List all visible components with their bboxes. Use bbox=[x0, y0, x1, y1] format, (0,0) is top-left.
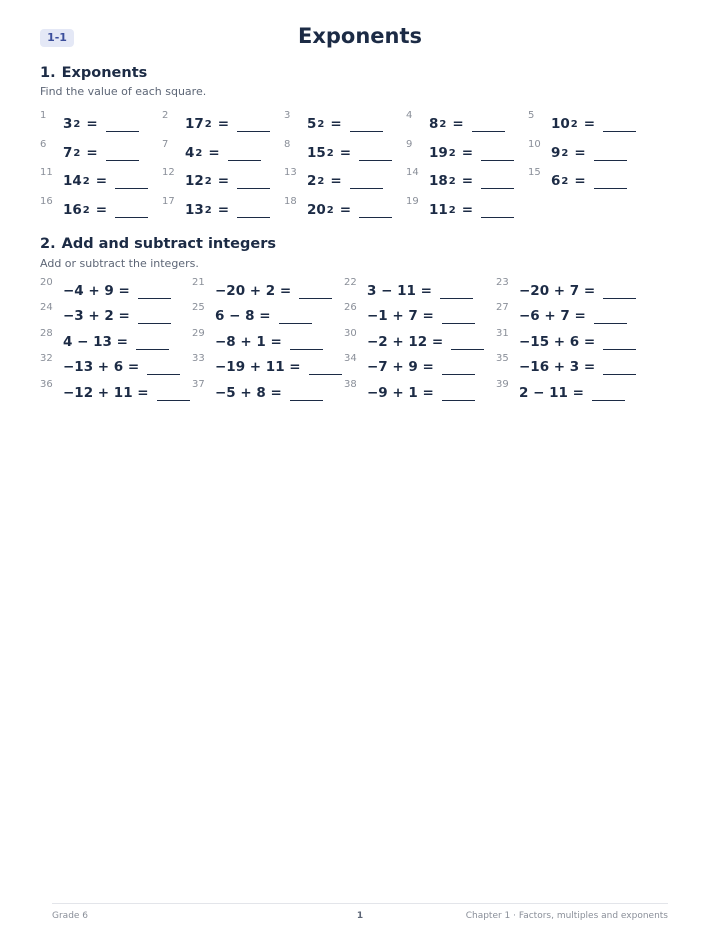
problem-expression bbox=[63, 202, 148, 218]
problem-expression bbox=[429, 202, 514, 218]
answer-blank[interactable] bbox=[442, 311, 475, 324]
problem-expression bbox=[307, 145, 392, 161]
problem-number: 14 bbox=[406, 167, 419, 178]
exponent-power: 2 bbox=[439, 119, 447, 130]
answer-blank[interactable] bbox=[115, 205, 148, 218]
answer-blank[interactable] bbox=[309, 362, 342, 375]
problem-expression bbox=[63, 145, 139, 161]
answer-blank[interactable] bbox=[147, 362, 180, 375]
integer-expression: −7 + 9 = bbox=[367, 359, 434, 375]
answer-blank[interactable] bbox=[472, 119, 505, 132]
problem-number: 21 bbox=[192, 277, 205, 288]
problem-number: 26 bbox=[344, 302, 357, 313]
equals-sign: = bbox=[583, 116, 596, 132]
integer-expression: −9 + 1 = bbox=[367, 385, 434, 401]
answer-blank[interactable] bbox=[481, 148, 514, 161]
exponent-power: 2 bbox=[448, 176, 456, 187]
problem-expression bbox=[367, 283, 473, 299]
equals-sign: = bbox=[461, 202, 474, 218]
answer-blank[interactable] bbox=[237, 119, 270, 132]
answer-blank[interactable] bbox=[594, 148, 627, 161]
problem-number: 19 bbox=[406, 196, 419, 207]
problem-expression bbox=[429, 145, 514, 161]
exponent-base: 8 bbox=[429, 116, 439, 132]
exponent-base: 13 bbox=[185, 202, 204, 218]
footer-divider bbox=[52, 903, 668, 904]
section-1-instruction: Find the value of each square. bbox=[40, 85, 207, 98]
problem-expression bbox=[519, 359, 636, 375]
answer-blank[interactable] bbox=[594, 176, 627, 189]
problem-number: 10 bbox=[528, 139, 541, 150]
integer-expression: −4 + 9 = bbox=[63, 283, 130, 299]
answer-blank[interactable] bbox=[350, 119, 383, 132]
problem-number: 23 bbox=[496, 277, 509, 288]
exponent-base: 15 bbox=[307, 145, 326, 161]
problem-number: 34 bbox=[344, 353, 357, 364]
problem-expression bbox=[215, 359, 342, 375]
equals-sign: = bbox=[461, 173, 474, 189]
problem-expression bbox=[185, 116, 270, 132]
problem-expression bbox=[551, 116, 636, 132]
problem-expression bbox=[367, 385, 475, 401]
problem-number: 35 bbox=[496, 353, 509, 364]
equals-sign: = bbox=[339, 145, 352, 161]
problem-expression bbox=[367, 308, 475, 324]
problem-number: 16 bbox=[40, 196, 53, 207]
problem-expression bbox=[63, 283, 171, 299]
problem-number: 5 bbox=[528, 110, 535, 121]
exponent-base: 5 bbox=[307, 116, 317, 132]
problem-expression bbox=[63, 308, 171, 324]
problem-expression bbox=[519, 334, 636, 350]
problem-expression bbox=[519, 308, 627, 324]
answer-blank[interactable] bbox=[157, 388, 190, 401]
equals-sign: = bbox=[330, 173, 342, 189]
problem-number: 32 bbox=[40, 353, 53, 364]
answer-blank[interactable] bbox=[228, 148, 261, 161]
exponent-power: 2 bbox=[326, 205, 334, 216]
section-1-title bbox=[40, 65, 147, 81]
answer-blank[interactable] bbox=[481, 176, 514, 189]
problem-expression bbox=[519, 385, 625, 401]
equals-sign: = bbox=[95, 173, 108, 189]
problem-number: 6 bbox=[40, 139, 47, 150]
equals-sign: = bbox=[452, 116, 464, 132]
answer-blank[interactable] bbox=[442, 362, 475, 375]
equals-sign: = bbox=[461, 145, 474, 161]
section-2-heading: Add and subtract integers bbox=[61, 236, 277, 252]
equals-sign: = bbox=[86, 145, 98, 161]
problem-expression bbox=[185, 145, 261, 161]
problem-number: 8 bbox=[284, 139, 291, 150]
integer-expression: 3 − 11 = bbox=[367, 283, 432, 299]
integer-expression: −5 + 8 = bbox=[215, 385, 282, 401]
problem-expression bbox=[307, 116, 383, 132]
equals-sign: = bbox=[217, 173, 230, 189]
equals-sign: = bbox=[330, 116, 342, 132]
integer-expression: −6 + 7 = bbox=[519, 308, 586, 324]
answer-blank[interactable] bbox=[440, 286, 473, 299]
exponent-base: 14 bbox=[63, 173, 82, 189]
problem-expression bbox=[215, 385, 323, 401]
problem-expression bbox=[63, 116, 139, 132]
equals-sign: = bbox=[208, 145, 220, 161]
answer-blank[interactable] bbox=[481, 205, 514, 218]
problem-expression bbox=[63, 359, 180, 375]
exponent-power: 2 bbox=[317, 176, 325, 187]
answer-blank[interactable] bbox=[603, 286, 636, 299]
problem-number: 4 bbox=[406, 110, 413, 121]
problem-number: 25 bbox=[192, 302, 205, 313]
exponent-power: 2 bbox=[570, 119, 578, 130]
problem-number: 39 bbox=[496, 379, 509, 390]
answer-blank[interactable] bbox=[359, 205, 392, 218]
integer-expression: −1 + 7 = bbox=[367, 308, 434, 324]
answer-blank[interactable] bbox=[115, 176, 148, 189]
answer-blank[interactable] bbox=[279, 311, 312, 324]
problem-number: 1 bbox=[40, 110, 47, 121]
problem-number: 3 bbox=[284, 110, 291, 121]
answer-blank[interactable] bbox=[237, 205, 270, 218]
exponent-base: 7 bbox=[63, 145, 73, 161]
problem-number: 27 bbox=[496, 302, 509, 313]
answer-blank[interactable] bbox=[592, 388, 625, 401]
exponent-power: 2 bbox=[204, 205, 212, 216]
integer-expression: 6 − 8 = bbox=[215, 308, 271, 324]
problem-number: 20 bbox=[40, 277, 53, 288]
problem-expression bbox=[367, 359, 475, 375]
problem-expression bbox=[185, 173, 270, 189]
exponent-base: 6 bbox=[551, 173, 561, 189]
exponent-base: 2 bbox=[307, 173, 317, 189]
exponent-base: 4 bbox=[185, 145, 195, 161]
answer-blank[interactable] bbox=[451, 337, 484, 350]
problem-number: 17 bbox=[162, 196, 175, 207]
exponent-base: 9 bbox=[551, 145, 561, 161]
answer-blank[interactable] bbox=[442, 388, 475, 401]
lesson-badge: 1-1 bbox=[40, 29, 74, 47]
integer-expression: −3 + 2 = bbox=[63, 308, 130, 324]
problem-expression bbox=[429, 116, 505, 132]
exponent-base: 20 bbox=[307, 202, 326, 218]
answer-blank[interactable] bbox=[106, 148, 139, 161]
integer-expression: −12 + 11 = bbox=[63, 385, 149, 401]
problem-number: 11 bbox=[40, 167, 53, 178]
answer-blank[interactable] bbox=[350, 176, 383, 189]
equals-sign: = bbox=[217, 202, 230, 218]
exponent-base: 3 bbox=[63, 116, 73, 132]
answer-blank[interactable] bbox=[138, 286, 171, 299]
integer-expression: −19 + 11 = bbox=[215, 359, 301, 375]
integer-expression: 4 − 13 = bbox=[63, 334, 128, 350]
problem-expression bbox=[429, 173, 514, 189]
problem-expression bbox=[63, 173, 148, 189]
problem-number: 38 bbox=[344, 379, 357, 390]
problem-expression bbox=[551, 173, 627, 189]
problem-expression bbox=[307, 173, 383, 189]
equals-sign: = bbox=[574, 145, 586, 161]
section-2-instruction: Add or subtract the integers. bbox=[40, 257, 199, 270]
answer-blank[interactable] bbox=[603, 337, 636, 350]
answer-blank[interactable] bbox=[603, 119, 636, 132]
exponent-base: 10 bbox=[551, 116, 570, 132]
section-2-title bbox=[40, 236, 276, 252]
exponent-power: 2 bbox=[204, 119, 212, 130]
problem-number: 12 bbox=[162, 167, 175, 178]
exponent-power: 2 bbox=[448, 148, 456, 159]
page-title: Exponents bbox=[297, 24, 423, 48]
equals-sign: = bbox=[339, 202, 352, 218]
answer-blank[interactable] bbox=[136, 337, 169, 350]
problem-expression bbox=[215, 283, 332, 299]
exponent-power: 2 bbox=[195, 148, 203, 159]
problem-number: 33 bbox=[192, 353, 205, 364]
problem-expression bbox=[63, 334, 169, 350]
equals-sign: = bbox=[217, 116, 230, 132]
integer-expression: −20 + 7 = bbox=[519, 283, 596, 299]
exponent-power: 2 bbox=[448, 205, 456, 216]
answer-blank[interactable] bbox=[106, 119, 139, 132]
footer-grade: Grade 6 bbox=[52, 911, 89, 921]
problem-number: 9 bbox=[406, 139, 413, 150]
section-2-number: 2. bbox=[40, 236, 56, 252]
answer-blank[interactable] bbox=[359, 148, 392, 161]
answer-blank[interactable] bbox=[594, 311, 627, 324]
answer-blank[interactable] bbox=[299, 286, 332, 299]
answer-blank[interactable] bbox=[138, 311, 171, 324]
problem-number: 36 bbox=[40, 379, 53, 390]
problem-number: 7 bbox=[162, 139, 169, 150]
answer-blank[interactable] bbox=[237, 176, 270, 189]
section-1-heading: Exponents bbox=[61, 65, 148, 81]
answer-blank[interactable] bbox=[290, 388, 323, 401]
problem-expression bbox=[185, 202, 270, 218]
problem-number: 2 bbox=[162, 110, 169, 121]
problem-expression bbox=[63, 385, 190, 401]
problem-number: 24 bbox=[40, 302, 53, 313]
problem-expression bbox=[215, 334, 323, 350]
exponent-base: 16 bbox=[63, 202, 82, 218]
problem-number: 30 bbox=[344, 328, 357, 339]
equals-sign: = bbox=[86, 116, 98, 132]
problem-expression bbox=[551, 145, 627, 161]
exponent-base: 19 bbox=[429, 145, 448, 161]
integer-expression: −2 + 12 = bbox=[367, 334, 444, 350]
exponent-base: 18 bbox=[429, 173, 448, 189]
exponent-power: 2 bbox=[82, 176, 90, 187]
exponent-power: 2 bbox=[204, 176, 212, 187]
integer-expression: −8 + 1 = bbox=[215, 334, 282, 350]
integer-expression: −20 + 2 = bbox=[215, 283, 292, 299]
integer-expression: −13 + 6 = bbox=[63, 359, 140, 375]
equals-sign: = bbox=[95, 202, 108, 218]
problem-number: 18 bbox=[284, 196, 297, 207]
equals-sign: = bbox=[574, 173, 586, 189]
problem-number: 28 bbox=[40, 328, 53, 339]
footer-page-number: 1 bbox=[356, 911, 364, 921]
footer-chapter: Chapter 1 · Factors, multiples and exponents bbox=[465, 911, 668, 921]
answer-blank[interactable] bbox=[290, 337, 323, 350]
exponent-base: 12 bbox=[185, 173, 204, 189]
problem-number: 15 bbox=[528, 167, 541, 178]
problem-number: 37 bbox=[192, 379, 205, 390]
exponent-power: 2 bbox=[326, 148, 334, 159]
integer-expression: −16 + 3 = bbox=[519, 359, 596, 375]
problem-expression bbox=[215, 308, 312, 324]
exponent-power: 2 bbox=[561, 148, 569, 159]
exponent-base: 17 bbox=[185, 116, 204, 132]
integer-expression: −15 + 6 = bbox=[519, 334, 596, 350]
problem-number: 31 bbox=[496, 328, 509, 339]
problem-expression bbox=[367, 334, 484, 350]
section-1-number: 1. bbox=[40, 65, 56, 81]
problem-expression bbox=[519, 283, 636, 299]
answer-blank[interactable] bbox=[603, 362, 636, 375]
exponent-power: 2 bbox=[561, 176, 569, 187]
problem-expression bbox=[307, 202, 392, 218]
exponent-power: 2 bbox=[73, 119, 81, 130]
exponent-power: 2 bbox=[73, 148, 81, 159]
problem-number: 22 bbox=[344, 277, 357, 288]
integer-expression: 2 − 11 = bbox=[519, 385, 584, 401]
exponent-power: 2 bbox=[82, 205, 90, 216]
exponent-base: 11 bbox=[429, 202, 448, 218]
exponent-power: 2 bbox=[317, 119, 325, 130]
problem-number: 13 bbox=[284, 167, 297, 178]
problem-number: 29 bbox=[192, 328, 205, 339]
